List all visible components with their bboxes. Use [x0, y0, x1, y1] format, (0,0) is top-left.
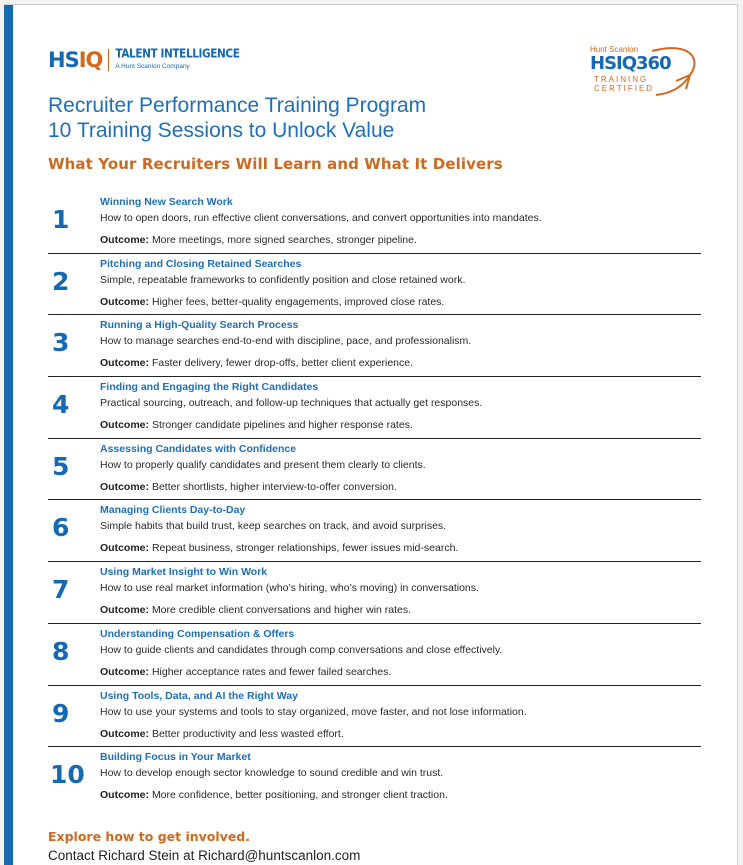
session-item	[48, 562, 701, 624]
section-heading: What Your Recruiters Will Learn and What It Delivers	[48, 155, 503, 173]
session-item	[48, 377, 701, 439]
session-description: How to properly qualify candidates and present them clearly to clients.	[100, 458, 426, 471]
outcome-label: Outcome:	[100, 665, 150, 678]
session-item	[48, 686, 701, 748]
session-title: Running a High-Quality Search Process	[100, 319, 299, 332]
session-outcome	[100, 234, 417, 246]
logo-product-name: TALENT INTELLIGENCE	[115, 46, 240, 62]
cta-text: Explore how to get involved.	[48, 829, 250, 844]
session-outcome	[100, 789, 448, 801]
outcome-label: Outcome:	[100, 419, 150, 432]
title-line-2: 10 Training Sessions to Unlock Value	[48, 119, 395, 142]
hsiq360-certified-badge	[590, 45, 700, 101]
logo-divider	[108, 49, 109, 71]
session-number: 1	[52, 205, 70, 234]
outcome-label: Outcome:	[100, 542, 150, 555]
session-description: How to guide clients and candidates through comp conversations and close effectively.	[100, 643, 503, 656]
session-item	[48, 500, 701, 562]
logo-tagline: A Hunt Scanlon Company	[115, 62, 190, 70]
session-description: How to use real market information (who’s hiring, who’s moving) in conversations.	[100, 582, 479, 595]
outcome-text: More confidence, better positioning, and stronger client traction.	[151, 789, 448, 802]
session-title: Understanding Compensation & Offers	[100, 627, 295, 640]
session-number: 2	[52, 266, 70, 296]
session-description: Simple, repeatable frameworks to confidently position and close retained work.	[100, 273, 466, 286]
logo-iq: IQ	[78, 47, 103, 72]
session-item	[48, 439, 701, 501]
hsiq-wordmark	[48, 47, 103, 72]
session-description: Practical sourcing, outreach, and follow-up techniques that actually get responses.	[100, 397, 483, 410]
session-outcome	[100, 542, 458, 554]
page-title	[48, 93, 426, 143]
session-title: Finding and Engaging the Right Candidates	[100, 381, 319, 394]
outcome-label: Outcome:	[100, 234, 150, 246]
hsiq-talent-intelligence-logo	[48, 46, 240, 72]
session-outcome	[100, 604, 411, 616]
session-item	[48, 747, 701, 809]
outcome-label: Outcome:	[100, 357, 150, 370]
session-number: 3	[52, 328, 70, 358]
badge-company: Hunt Scanlon	[590, 45, 639, 54]
session-title: Building Focus in Your Market	[100, 751, 251, 764]
session-outcome	[100, 357, 413, 369]
outcome-text: Faster delivery, fewer drop-offs, better client experience.	[151, 357, 414, 370]
outcome-text: Better shortlists, higher interview-to-offer conversion.	[151, 480, 397, 493]
session-description: Simple habits that build trust, keep searches on track, and avoid surprises.	[100, 520, 447, 533]
session-outcome	[100, 296, 444, 308]
session-outcome	[100, 728, 344, 740]
outcome-text: Repeat business, stronger relationships, fewer issues mid-search.	[151, 542, 459, 555]
session-number: 6	[52, 513, 70, 543]
outcome-text: Higher acceptance rates and fewer failed searches.	[151, 665, 392, 678]
document-page	[4, 4, 738, 865]
session-item	[48, 192, 701, 254]
session-number: 8	[52, 636, 70, 666]
outcome-label: Outcome:	[100, 789, 150, 802]
outcome-text: More credible client conversations and higher win rates.	[151, 604, 412, 617]
logo-hs: HS	[48, 47, 79, 72]
outcome-text: More meetings, more signed searches, stronger pipeline.	[151, 234, 417, 246]
session-number: 4	[52, 390, 70, 420]
session-item	[48, 624, 701, 686]
session-outcome	[100, 666, 391, 678]
session-title: Using Tools, Data, and AI the Right Way	[100, 689, 298, 702]
session-number: 10	[50, 760, 85, 790]
outcome-text: Higher fees, better-quality engagements, improved close rates.	[151, 295, 445, 308]
session-number: 5	[52, 451, 70, 481]
session-number: 7	[52, 575, 70, 605]
session-number: 9	[52, 698, 70, 728]
outcome-label: Outcome:	[100, 295, 150, 308]
sessions-list	[48, 192, 701, 809]
session-description: How to use your systems and tools to stay organized, move faster, and not lose information.	[100, 705, 527, 718]
session-title: Winning New Search Work	[100, 196, 233, 208]
session-description: How to open doors, run effective client conversations, and convert opportunities into mandates.	[100, 212, 542, 224]
contact-text: Contact Richard Stein at Richard@huntscanlon.com	[48, 848, 361, 863]
badge-line-certified: CERTIFIED	[594, 84, 655, 93]
side-accent-bar	[4, 5, 13, 865]
outcome-text: Stronger candidate pipelines and higher response rates.	[151, 419, 413, 432]
session-item	[48, 315, 701, 377]
session-title: Using Market Insight to Win Work	[100, 566, 268, 579]
session-title: Pitching and Closing Retained Searches	[100, 257, 302, 270]
session-description: How to manage searches end-to-end with discipline, pace, and professionalism.	[100, 335, 472, 348]
session-title: Managing Clients Day-to-Day	[100, 504, 246, 517]
session-title: Assessing Candidates with Confidence	[100, 442, 297, 455]
outcome-label: Outcome:	[100, 604, 150, 617]
badge-brand: HSIQ360	[590, 53, 671, 74]
outcome-label: Outcome:	[100, 480, 150, 493]
session-item	[48, 254, 701, 316]
session-outcome	[100, 419, 413, 431]
outcome-label: Outcome:	[100, 727, 150, 740]
badge-line-training: TRAINING	[594, 75, 649, 84]
session-description: How to develop enough sector knowledge to sound credible and win trust.	[100, 767, 444, 780]
outcome-text: Better productivity and less wasted effort.	[151, 727, 344, 740]
title-line-1: Recruiter Performance Training Program	[48, 94, 427, 117]
session-outcome	[100, 481, 397, 493]
